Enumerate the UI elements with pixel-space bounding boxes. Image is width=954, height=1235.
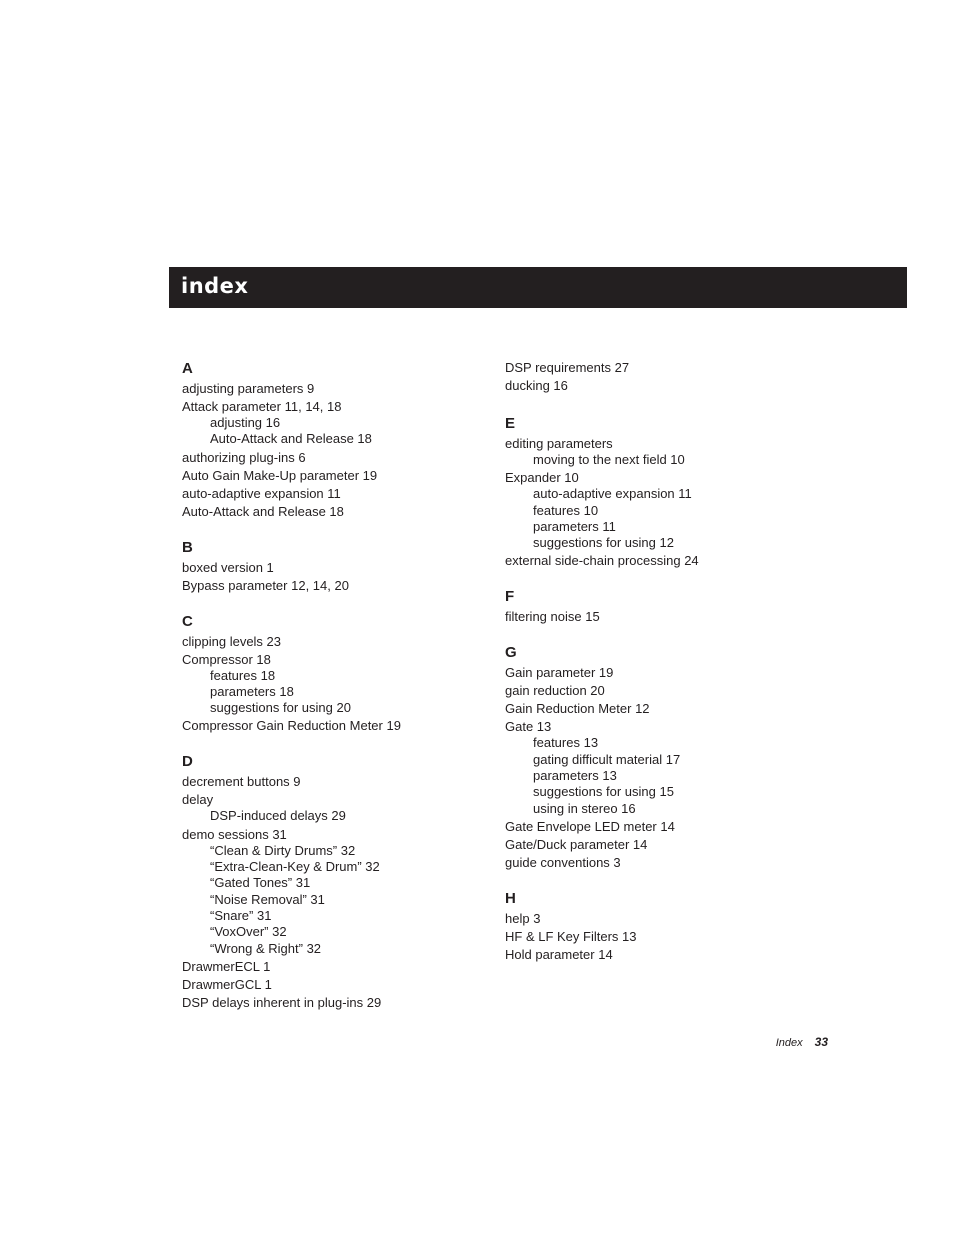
index-entry: HF & LF Key Filters 13 — [505, 928, 637, 944]
section-letter: A — [182, 360, 193, 377]
index-section-d — [182, 753, 482, 1011]
index-entry: DSP delays inherent in plug-ins 29 — [182, 994, 382, 1010]
index-entry: authorizing plug-ins 6 — [182, 449, 306, 465]
index-entry: adjusting parameters 9 — [182, 381, 315, 396]
index-subentry: “Gated Tones” 31 — [210, 875, 311, 891]
index-subentry: “Snare” 31 — [210, 907, 272, 923]
index-section-g — [505, 644, 805, 871]
index-entry: DrawmerECL 1 — [182, 958, 271, 974]
index-section-a — [182, 360, 482, 521]
index-subentry: “Clean & Dirty Drums” 32 — [210, 842, 356, 858]
index-entry: Attack parameter 11, 14, 18 — [182, 399, 342, 414]
index-entry: Auto-Attack and Release 18 — [182, 503, 344, 519]
index-entry: Gate Envelope LED meter 14 — [505, 818, 675, 834]
section-letter: B — [182, 538, 193, 556]
index-subentry: suggestions for using 15 — [533, 784, 674, 800]
page-title: index — [181, 274, 249, 298]
section-letter: G — [505, 644, 517, 662]
index-column-left — [182, 360, 482, 1012]
index-subentry: auto-adaptive expansion 11 — [533, 486, 692, 502]
index-section-c — [182, 613, 482, 736]
index-entry: Compressor Gain Reduction Meter 19 — [182, 718, 401, 734]
index-section-f — [505, 588, 805, 626]
index-entry: help 3 — [505, 910, 541, 926]
footer-section-label: Index — [775, 1037, 803, 1049]
index-column-right — [505, 359, 805, 964]
section-letter: H — [505, 889, 516, 907]
index-section-e — [505, 415, 805, 570]
index-subentry: gating difficult material 17 — [533, 751, 681, 767]
section-letter: D — [182, 753, 193, 771]
index-entry: demo sessions 31 — [182, 826, 287, 842]
index-subentry: “Wrong & Right” 32 — [210, 940, 322, 956]
index-subentry: “Extra-Clean-Key & Drum” 32 — [210, 859, 380, 875]
index-entry: gain reduction 20 — [505, 683, 605, 699]
index-subentry: using in stereo 16 — [533, 800, 636, 816]
index-subentry: DSP-induced delays 29 — [210, 808, 346, 824]
index-entry: Expander 10 — [505, 470, 579, 486]
index-entry: Gain parameter 19 — [505, 665, 614, 681]
index-section-b — [182, 539, 482, 595]
index-section-h — [505, 890, 805, 964]
index-subentry: adjusting 16 — [210, 415, 281, 430]
page-number: 33 — [814, 1035, 828, 1049]
index-entry: Gain Reduction Meter 12 — [505, 701, 650, 717]
index-subentry: features 10 — [533, 502, 599, 518]
index-entry: DSP requirements 27 — [505, 360, 630, 375]
index-subentry: “Noise Removal” 31 — [210, 891, 325, 907]
index-subentry: parameters 11 — [533, 518, 616, 534]
index-subentry: suggestions for using 20 — [210, 700, 351, 716]
index-entry: Bypass parameter 12, 14, 20 — [182, 577, 349, 593]
index-entry: Compressor 18 — [182, 651, 271, 667]
index-entry: Gate/Duck parameter 14 — [505, 836, 648, 852]
index-subentry: parameters 18 — [210, 683, 294, 699]
index-entry: ducking 16 — [505, 378, 568, 393]
index-subentry: parameters 13 — [533, 768, 617, 784]
index-entry: delay — [182, 792, 214, 808]
index-subentry: Auto-Attack and Release 18 — [210, 431, 372, 447]
index-entry: decrement buttons 9 — [182, 774, 301, 790]
section-letter: C — [182, 612, 193, 630]
index-header-bar — [169, 267, 907, 308]
index-entry: DrawmerGCL 1 — [182, 976, 272, 992]
section-letter: F — [505, 588, 515, 606]
page-footer — [700, 1034, 828, 1051]
index-subentry: moving to the next field 10 — [533, 452, 685, 467]
index-entry: filtering noise 15 — [505, 609, 600, 625]
index-subentry: features 13 — [533, 735, 599, 751]
index-subentry: “VoxOver” 32 — [210, 924, 287, 940]
index-entry: guide conventions 3 — [505, 854, 621, 870]
index-entry: clipping levels 23 — [182, 633, 282, 649]
index-entry: editing parameters — [505, 436, 613, 451]
index-entry: Auto Gain Make-Up parameter 19 — [182, 467, 378, 483]
index-section-continued — [505, 359, 805, 395]
index-entry: Gate 13 — [505, 719, 552, 735]
index-entry: Hold parameter 14 — [505, 946, 613, 962]
section-letter: E — [505, 415, 516, 432]
index-subentry: features 18 — [210, 667, 276, 683]
index-subentry: suggestions for using 12 — [533, 535, 674, 551]
index-entry: external side-chain processing 24 — [505, 553, 699, 569]
index-entry: boxed version 1 — [182, 559, 274, 575]
index-entry: auto-adaptive expansion 11 — [182, 485, 341, 501]
